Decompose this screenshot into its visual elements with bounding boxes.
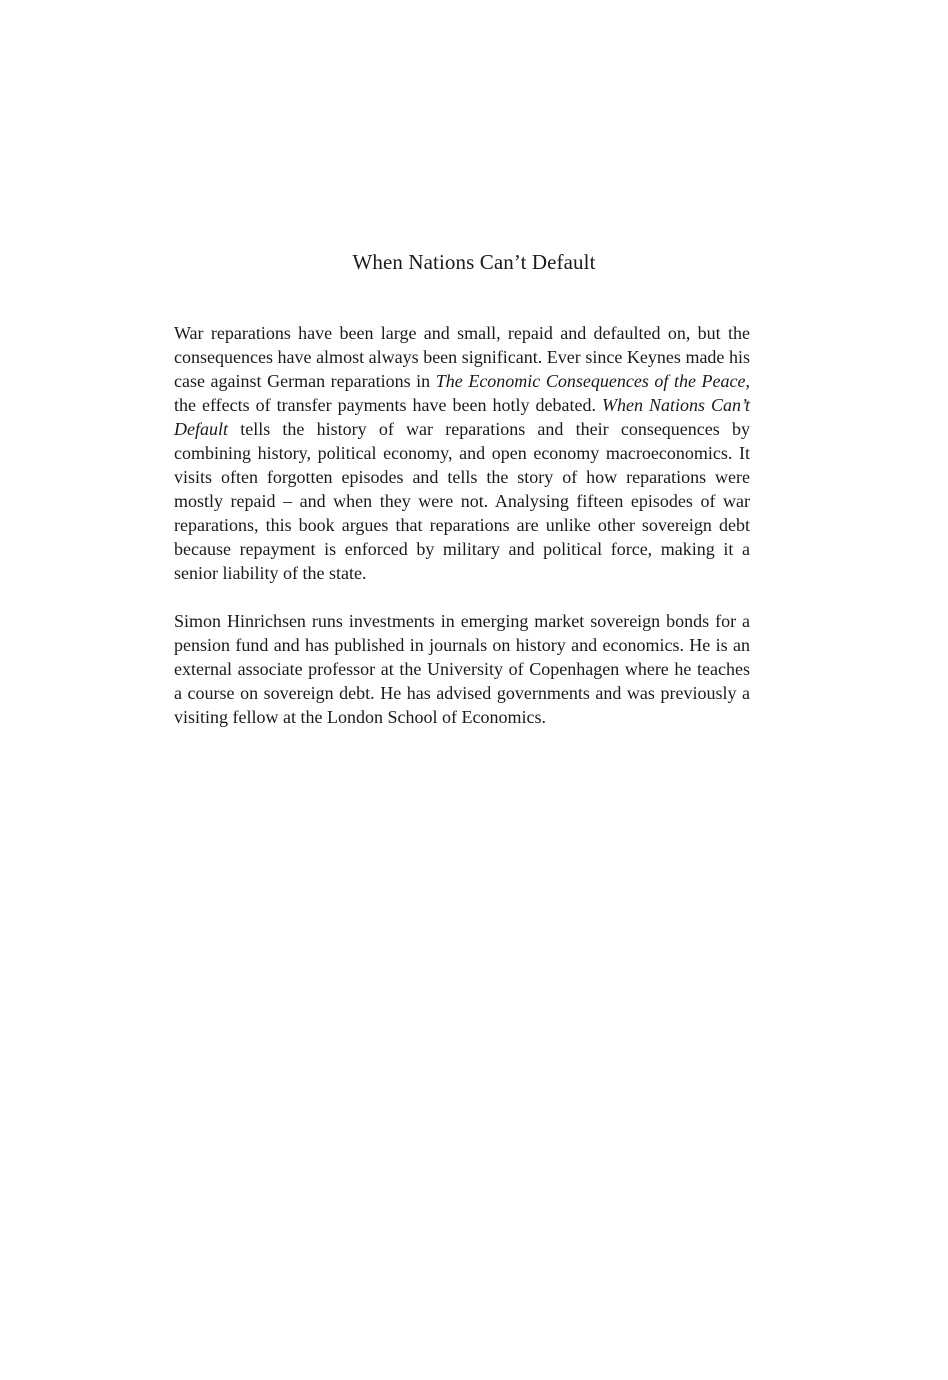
blurb-text-3: tells the history of war reparations and their consequences by combining history, political economy, and open economy macroeconomics. It visits often forgotten episodes and tells the story of how reparations were mostly repaid – and when they were not. Analysing fifteen episodes of war reparations, this book argues that reparations are unlike other sovereign debt because repayment is enforced by military and political force, making it a senior liability of the state. [174,419,750,583]
blurb-italic-2: When Nations Can’t Default [174,395,750,439]
blurb-text-2: , the effects of transfer payments have been hotly debated. [174,371,750,415]
author-bio-paragraph: Simon Hinrichsen runs investments in emerging market sovereign bonds for a pension fund and has published in journals on history and economics. He is an external associate professor at the University of Copenhagen where he teaches a course on sovereign debt. He has advised governments and was previously a visiting fellow at the London School of Economics. [174,611,750,727]
content [174,321,750,729]
blurb-paragraph [174,321,750,585]
blurb-italic-1: The Economic Consequences of the Peace [435,371,746,391]
blurb-text-1: War reparations have been large and small, repaid and defaulted on, but the consequences have almost always been significant. Ever since Keynes made his case against German reparations in [174,323,750,391]
book-title: When Nations Can’t Default [352,250,596,274]
